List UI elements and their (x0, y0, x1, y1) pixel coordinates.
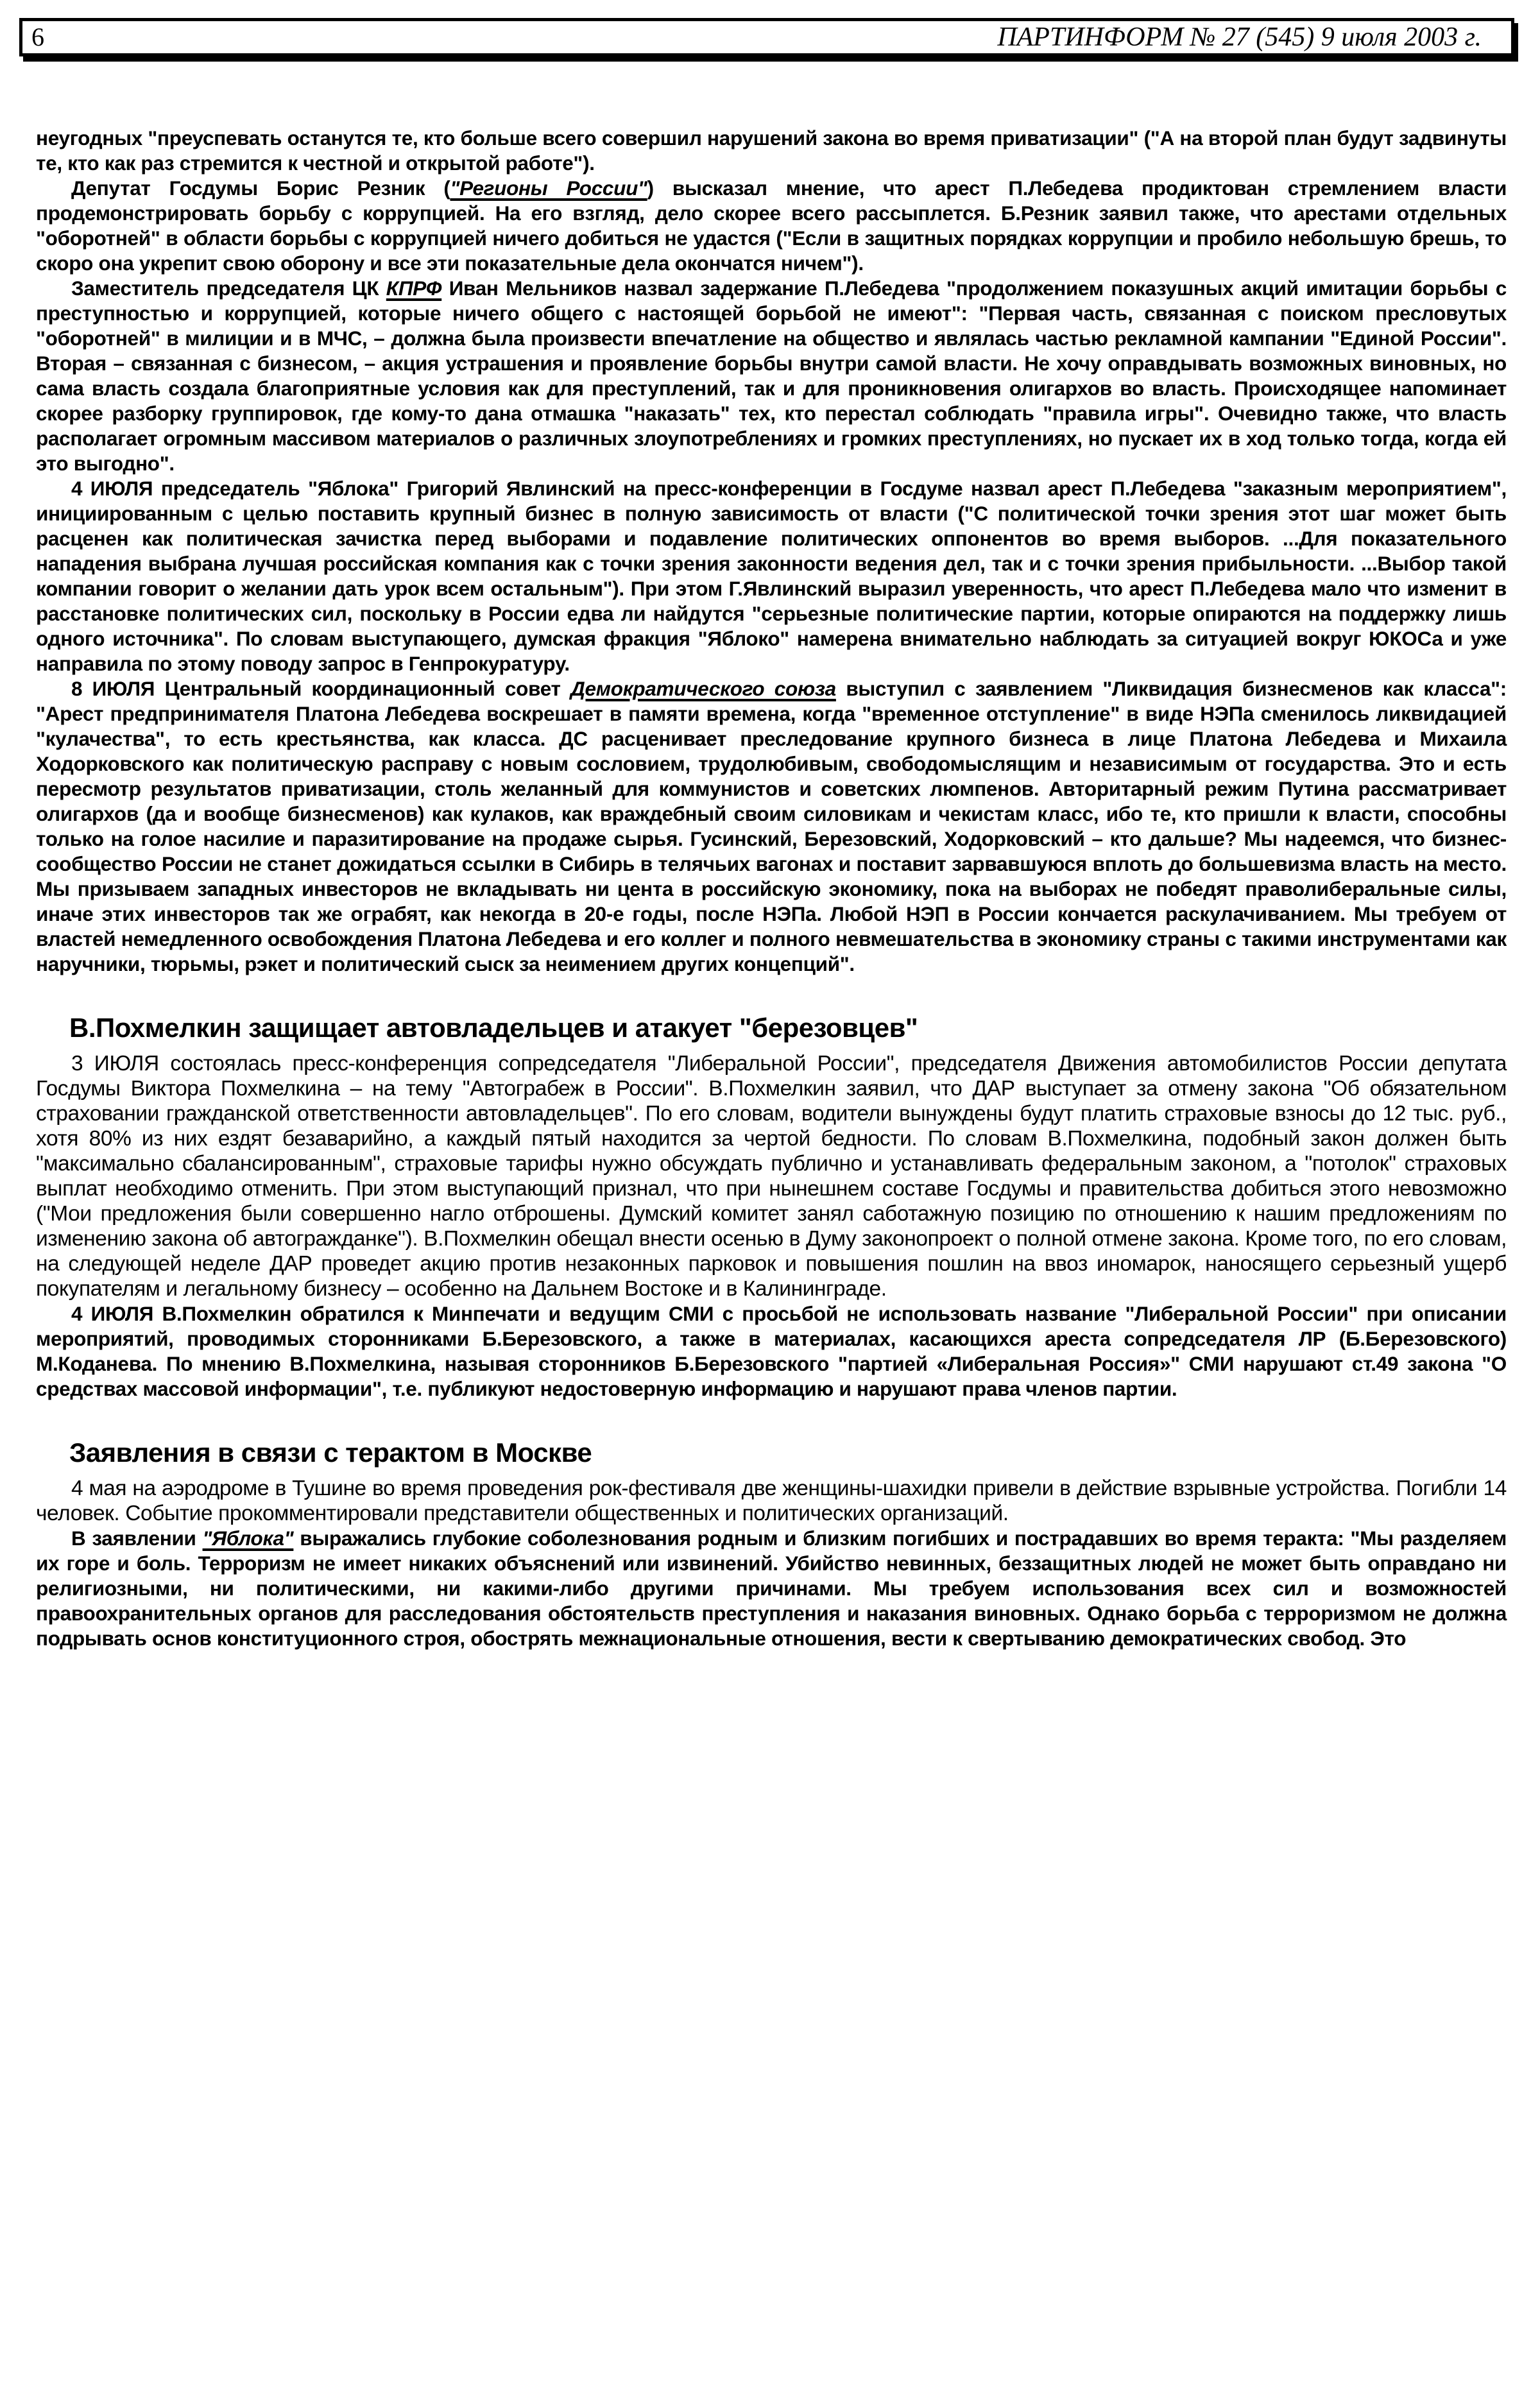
text-run: 4 ИЮЛЯ В.Похмелкин обратился к Минпечати и ведущим СМИ с просьбой не использовать название "Либеральной России" при описании мероприятий, проводимых сторонниками Б.Березовского, а также в материалах, касающихся ареста сопредседателя ЛР (Б.Березовского) М.Коданева. По мнению В.Похмелкина, называя сторонников Б.Березовского "партией «Либеральная Россия»" СМИ нарушают ст.49 закона "О средствах массовой информации", т.е. публикуют недостоверную информацию и нарушают права членов партии. (36, 1302, 1507, 1400)
party-name-emphasis: "Регионы России" (450, 176, 647, 200)
paragraph (36, 676, 1507, 977)
text-run: ) высказал мнение, что арест П.Лебедева продиктован стремлением власти продемонстрировать борьбу с коррупцией. На его взгляд, дело скорее всего рассыплется. Б.Резник заявил также, что арестами отдельных "оборотней" в области борьбы с коррупцией ничего добиться не удастся ("Если в защитных порядках коррупции и пробило небольшую брешь, то скоро она укрепит свою оборону и все эти показательные дела окончатся ничем"). (36, 176, 1507, 275)
page-header (19, 18, 1514, 56)
paragraph (36, 1301, 1507, 1401)
paragraph (36, 276, 1507, 476)
text-run: выражались глубокие соболезнования родным и близким погибших и пострадавших во время теракта: "Мы разделяем их горе и боль. Терроризм не имеет никаких объяснений или извинений. Убийство невинных, беззащитных людей не может быть оправдано ни религиозными, ни политическими, ни какими-либо другими причинами. Мы требуем использования всех сил и возможностей правоохранительных органов для расследования обстоятельств преступления и наказания виновных. Однако борьба с терроризмом не должна подрывать основ конституционного строя, обострять межнациональные отношения, вести к свертыванию демократических свобод. Это (36, 1527, 1507, 1650)
section-heading: В.Похмелкин защищает автовладельцев и атакует "березовцев" (69, 1013, 918, 1043)
paragraph (36, 176, 1507, 276)
content (36, 126, 1507, 1651)
text-run: Депутат Госдумы Борис Резник ( (71, 176, 450, 200)
section-heading: Заявления в связи с терактом в Москве (69, 1437, 592, 1468)
text-run: 3 ИЮЛЯ состоялась пресс-конференция сопредседателя "Либеральной России", председателя Движения автомобилистов России депутата Госдумы Виктора Похмелкина – на тему "Автограбеж в России". В.Похмелкин заявил, что ДАР выступает за отмену закона "Об обязательном страховании гражданской ответственности автовладельцев". По его словам, водители вынуждены будут платить страховые взносы до 12 тыс. руб., хотя 80% из них ездят безаварийно, а каждый пятый находится за чертой бедности. По словам В.Похмелкина, подобный закон должен быть "максимально сбалансированным", страховые тарифы нужно обсуждать публично и устанавливать федеральным законом, а "потолок" страховых выплат необходимо отменить. При этом выступающий признал, что при нынешнем составе Госдумы и правительства добиться этого невозможно ("Мои предложения были совершенно нагло отброшены. Думский комитет занял саботажную позицию по отношению к нашим предложениям по изменению закона об автогражданке"). В.Похмелкин обещал внести осенью в Думу законопроект о полной отмене закона. Кроме того, по его словам, на следующей неделе ДАР проведет акцию против незаконных парковок и повышения пошлин на ввоз иномарок, наносящего серьезный ущерб покупателям и легальному бизнесу – особенно на Дальнем Востоке и в Калининграде. (36, 1052, 1507, 1301)
text-run: 4 мая на аэродроме в Тушине во время проведения рок-фестиваля две женщины-шахидки привели в действие взрывные устройства. Погибли 14 человек. Событие прокомментировали представители общественных и политических организаций. (36, 1477, 1507, 1525)
issue-title: ПАРТИНФОРМ № 27 (545) 9 июля 2003 г. (997, 22, 1482, 52)
text-run: В заявлении (71, 1527, 203, 1550)
paragraph (36, 126, 1507, 176)
paragraph (36, 1476, 1507, 1526)
party-name-emphasis: Демократического союза (570, 677, 836, 700)
paragraph (36, 1526, 1507, 1651)
paragraph (36, 1051, 1507, 1301)
text-run: Иван Мельников назвал задержание П.Лебедева "продолжением показушных акций имитации борьбы с преступностью и коррупцией, которые ничего общего с настоящей борьбой не имеют": "Первая часть, связанная с поиском пресловутых "оборотней" в милиции и в МЧС, – должна была произвести впечатление на общество и являлась частью рекламной кампании "Единой России". Вторая – связанная с бизнесом, – акция устрашения и проявление борьбы внутри самой власти. Не хочу оправдывать возможных виновных, но сама власть создала благоприятные условия как для преступлений, так и для проникновения олигархов во власть. Происходящее напоминает скорее разборку группировок, где кому-то дана отмашка "наказать" тех, кто перестал соблюдать "правила игры". Очевидно также, что власть располагает огромным массивом материалов о различных злоупотреблениях и громких преступлениях, но пускает их в ход только тогда, когда ей это выгодно". (36, 277, 1507, 475)
text-run: Заместитель председателя ЦК (71, 277, 386, 300)
page-number: 6 (31, 22, 44, 51)
text-run: выступил с заявлением "Ликвидация бизнесменов как класса": "Арест предпринимателя Платона Лебедева воскрешает в памяти времена, когда "временное отступление" в виде НЭПа сменилось ликвидацией "кулачества", то есть крестьянства, как класса. ДС расценивает преследование крупного бизнеса в лице Платона Лебедева и Михаила Ходорковского как политическую расправу с новым сословием, трудолюбивым, свободомыслящим и независимым от государства. Это и есть пересмотр результатов приватизации, столь желанный для коммунистов и советских люмпенов. Авторитарный режим Путина рассматривает олигархов (да и вообще бизнесменов) как кулаков, как враждебный своим силовикам и чекистам класс, ибо те, кто пришли к власти, способны только на голое насилие и паразитирование на продаже сырья. Гусинский, Березовский, Ходорковский – кто дальше? Мы надеемся, что бизнес-сообщество России не станет дожидаться ссылки в Сибирь в телячьих вагонах и поставит зарвавшуюся вплоть до большевизма власть на место. Мы призываем западных инвесторов не вкладывать ни цента в российскую экономику, пока на выборах не победят праволиберальные силы, иначе этих инвесторов так же ограбят, как некогда в 20-е годы, после НЭПа. Любой НЭП в России кончается раскулачиванием. Мы требуем от властей немедленного освобождения Платона Лебедева и его коллег и полного невмешательства в экономику страны с такими инструментами как наручники, тюрьмы, рэкет и политический сыск за неимением других концепций". (36, 677, 1507, 975)
paragraph (36, 476, 1507, 676)
text-run: неугодных "преуспевать останутся те, кто больше всего совершил нарушений закона во время приватизации" ("А на второй план будут задвинуты те, кто как раз стремится к честной и открытой работе"). (36, 126, 1507, 175)
party-name-emphasis: "Яблока" (202, 1527, 294, 1550)
text-run: 8 ИЮЛЯ Центральный координационный совет (71, 677, 571, 700)
party-name-emphasis: КПРФ (386, 277, 442, 300)
text-run: 4 ИЮЛЯ председатель "Яблока" Григорий Явлинский на пресс-конференции в Госдуме назвал арест П.Лебедева "заказным мероприятием", инициированным с целью поставить крупный бизнес в полную зависимость от власти ("С политической точки зрения этот шаг может быть расценен как политическая зачистка перед выборами и подавление политических оппонентов во время выборов. ...Для показательного нападения выбрана лучшая российская компания как с точки зрения законности ведения дел, так и с точки зрения прибыльности. ...Выбор такой компании говорит о желании дать урок всем остальным"). При этом Г.Явлинский выразил уверенность, что арест П.Лебедева мало что изменит в расстановке политических сил, поскольку в России едва ли найдутся "серьезные политические партии, которые опираются на поддержку лишь одного источника". По словам выступающего, думская фракция "Яблоко" намерена внимательно наблюдать за ситуацией вокруг ЮКОСа и уже направила по этому поводу запрос в Генпрокуратуру. (36, 477, 1507, 675)
